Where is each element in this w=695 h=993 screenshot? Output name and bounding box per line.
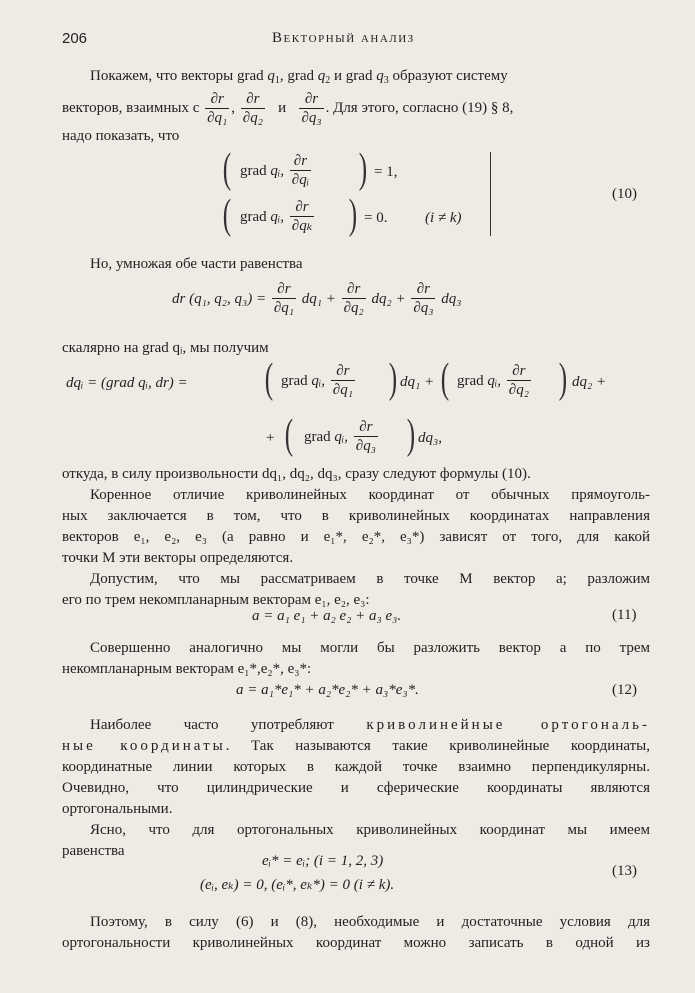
text-line: ортогональными. bbox=[62, 801, 173, 817]
fraction: $\frac{\partial r}{\text{∂q₃}}$ bbox=[413, 281, 434, 316]
text-line: векторов e₁, e₂, e₃ (а равно и e₁*, e₂*, e₃*) зависят от того, для какой bbox=[62, 529, 650, 545]
fraction: $\frac{\partial r}{\text{∂q₂}}$ bbox=[343, 281, 364, 316]
fraction: $\frac{\partial r}{\text{∂q₃}}$ bbox=[301, 91, 322, 126]
text-line: равенства bbox=[62, 843, 125, 859]
text-line: его по трем некомпланарным векторам e₁, e₂, e₃: bbox=[62, 592, 370, 608]
text-line: Поэтому, в силу (6) и (8), необходимые и достаточные условия для bbox=[90, 914, 650, 930]
text-line: Совершенно аналогично мы могли бы разложить вектор a по трем bbox=[90, 640, 650, 656]
para1-line1: Покажем, что векторы grad $q_1$, grad $q_2$ и grad $q_3$ образуют систему bbox=[90, 68, 508, 86]
paren-close: ) bbox=[348, 192, 358, 238]
paren-open: ( bbox=[284, 412, 294, 458]
paren-close: ) bbox=[406, 412, 416, 458]
paren-open: ( bbox=[264, 356, 274, 402]
text-line: некомпланарным векторам e₁*,e₂*, e₃*: bbox=[62, 661, 312, 677]
text-line: ортогональности криволинейных координат можно записать в одной из bbox=[62, 935, 650, 951]
text-line: ных заключается в том, что в криволинейных координатах направления bbox=[62, 508, 650, 524]
para1-line3: надо показать, что bbox=[62, 128, 180, 144]
text-line: Допустим, что мы рассматриваем в точке M вектор a; разложим bbox=[90, 571, 650, 587]
book-page: 206 Векторный анализ Покажем, что векторы grad $q_1$, grad $q_2$ и grad $q_3$ образуют систему векторов, взаимных с $\frac{\partial r}{\text{∂q₁}}$ , $\frac{\partial r}{\text{∂q₂}}$ и $\frac{\partial r}{\text{∂q₃}}$ . Для этого, согласно (19) § 8, надо показать, что ( grad qᵢ, $\frac{\partial r}{\text{∂qᵢ}}$ ) = 1, ( grad qᵢ, $\frac{\partial r}{\text{∂qₖ}}$ ) = 0. (i ≠ k) (10) Но, умножая обе части равенства dr (q₁, q₂, q₃) = $\frac{\partial r}{\text{∂q₁}}$ dq₁ + $\frac{\partial r}{\text{∂q₂}}$ dq₂ + $\frac{\partial r}{\text{∂q₃}}$ dq₃ скалярно на grad qᵢ, мы получим dqᵢ = (grad qᵢ, dr) = ( grad qᵢ, $\frac{\partial r}{\text{∂q₁}}$ ) dq₁ + ( grad qᵢ, $\frac{\partial r}{\text{∂q₂}}$ ) dq₂ + + ( grad qᵢ, $\frac{\partial r}{\text{∂q₃}}$ ) dq₃, откуда, в силу произвольности dq₁, dq₂, dq₃, сразу следуют формулы (10). Коренное отличие криволинейных координат от обычных прямоуголь- ных заключается в том, что в криволинейных координатах направления векторов e₁, e₂, e₃ (а равно и e₁*, e₂*, e₃*) зависят от того, для какой точки M эти векторы определяются. Допустим, что мы рассматриваем в точке M вектор a; разложим его по трем некомпланарным векторам e₁, e₂, e₃: a = a₁ e₁ + a₂ e₂ + a₃ e₃. (11) Совершенно аналогично мы могли бы разложить вектор a по трем некомпланарным векторам e₁*,e₂*, e₃*: a = a₁*e₁* + a₂*e₂* + a₃*e₃*. (12) Наиболее часто употребляют криволинейные ортогональ- ные координаты. Так называются такие криволинейные координаты, координатные линии которых в каждой точке взаимно перпендикулярны. Очевидно, что цилиндрические и сферические координаты являются ортогональными. Ясно, что для ортогональных криволинейных координат мы имеем равенства eᵢ* = eᵢ; (i = 1, 2, 3) (eᵢ, eₖ) = 0, (eᵢ*, eₖ*) = 0 (i ≠ k). (13) Поэтому, в силу (6) и (8), необходимые и достаточные условия для ортогональности криволинейных координат можно записать в одной из bbox=[62, 30, 651, 951]
fraction: $\frac{\partial r}{\text{∂q₃}}$ bbox=[355, 419, 376, 454]
paren-close: ) bbox=[388, 356, 398, 402]
equation-number: (10) bbox=[612, 186, 637, 202]
fraction: $\frac{\partial r}{\text{∂qᵢ}}$ bbox=[291, 153, 310, 188]
fraction: $\frac{\partial r}{\text{∂q₂}}$ bbox=[242, 91, 263, 126]
text-line: Очевидно, что цилиндрические и сферические координаты являются bbox=[62, 780, 650, 796]
text-line: Коренное отличие криволинейных координат от обычных прямоуголь- bbox=[90, 487, 650, 503]
equation-number: (13) bbox=[612, 863, 637, 879]
text-line: координатные линии которых в каждой точке взаимно перпендикулярны. bbox=[62, 759, 650, 775]
equation-dr: dr (q₁, q₂, q₃) = $\frac{\partial r}{\text{∂q₁}}$ dq₁ + $\frac{\partial r}{\text{∂q₂}}$ dq₂ + $\frac{\partial r}{\text{∂q₃}}$ dq₃ bbox=[172, 281, 462, 316]
equation-11: a = a₁ e₁ + a₂ e₂ + a₃ e₃. bbox=[252, 608, 402, 624]
paren-open: ( bbox=[222, 192, 232, 238]
paren-close: ) bbox=[358, 146, 368, 192]
text-line: точки M эти векторы определяются. bbox=[62, 550, 294, 566]
fraction: $\frac{\partial r}{\text{∂qₖ}}$ bbox=[291, 199, 313, 234]
text-line: Наиболее часто употребляют криволинейные ортогональ- bbox=[90, 717, 651, 733]
text-line: ные координаты. Так называются такие криволинейные координаты, bbox=[62, 738, 651, 754]
paren-open: ( bbox=[222, 146, 232, 192]
equation-12: a = a₁*e₁* + a₂*e₂* + a₃*e₃*. bbox=[236, 682, 419, 698]
fraction: $\frac{\partial r}{\text{∂q₁}}$ bbox=[273, 281, 294, 316]
running-title: Векторный анализ bbox=[272, 30, 415, 46]
paren-open: ( bbox=[440, 356, 450, 402]
equation-13-row2: (eᵢ, eₖ) = 0, (eᵢ*, eₖ*) = 0 (i ≠ k). bbox=[200, 877, 395, 893]
para2: Но, умножая обе части равенства bbox=[90, 256, 303, 272]
paren-close: ) bbox=[558, 356, 568, 402]
equation-number: (11) bbox=[612, 607, 637, 623]
fraction: $\frac{\partial r}{\text{∂q₂}}$ bbox=[508, 363, 529, 398]
fraction: $\frac{\partial r}{\text{∂q₁}}$ bbox=[332, 363, 353, 398]
system-brace bbox=[484, 152, 491, 236]
text-line: Ясно, что для ортогональных криволинейных координат мы имеем bbox=[90, 822, 650, 838]
para1-line2: векторов, взаимных с $\frac{\partial r}{\text{∂q₁}}$ , $\frac{\partial r}{\text{∂q₂}}$ и $\frac{\partial r}{\text{∂q₃}}$ . Для этого, согласно (19) § 8, bbox=[62, 91, 514, 126]
fraction: $\frac{\partial r}{\text{∂q₁}}$ bbox=[207, 91, 228, 126]
para3: скалярно на grad qᵢ, мы получим bbox=[62, 340, 269, 356]
equation-number: (12) bbox=[612, 682, 637, 698]
text-line: откуда, в силу произвольности dq₁, dq₂, dq₃, сразу следуют формулы (10). bbox=[62, 466, 531, 482]
page-number: 206 bbox=[62, 30, 88, 47]
equation-13-row1: eᵢ* = eᵢ; (i = 1, 2, 3) bbox=[262, 853, 384, 869]
